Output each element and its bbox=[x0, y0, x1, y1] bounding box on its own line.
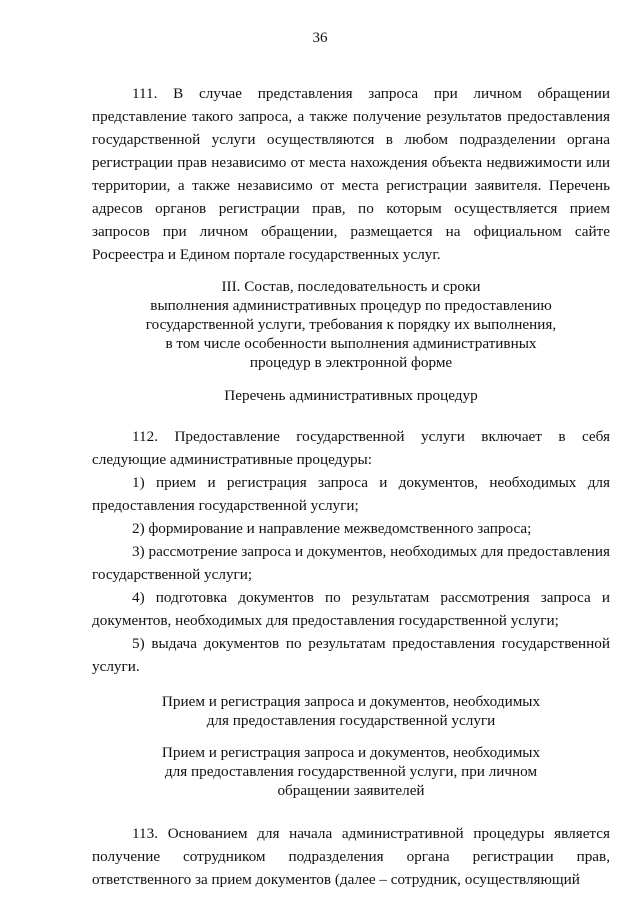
section-heading bbox=[92, 277, 610, 372]
section-heading-line: в том числе особенности выполнения административных bbox=[165, 335, 537, 352]
section-heading-line: процедур в электронной форме bbox=[249, 354, 453, 371]
procedure-item: 1) прием и регистрация запроса и документов, необходимых для предоставления государственной услуги; bbox=[92, 474, 610, 514]
page-number: 36 bbox=[312, 30, 328, 46]
section-heading-line: III. Состав, последовательность и сроки bbox=[221, 278, 481, 295]
paragraph-112: 112. Предоставление государственной услуги включает в себя следующие административные процедуры: bbox=[92, 428, 610, 468]
paragraph-113: 113. Основанием для начала административной процедуры является получение сотрудником подразделения органа регистрации прав, ответственного за прием документов (далее – сотрудник, осуществляющий bbox=[92, 825, 610, 888]
section-heading-line: государственной услуги, требования к порядку их выполнения, bbox=[145, 316, 557, 333]
list-heading: Перечень административных процедур bbox=[224, 387, 478, 404]
section-heading-line: выполнения административных процедур по предоставлению bbox=[150, 297, 552, 314]
document-body bbox=[92, 82, 610, 891]
paragraph-111: 111. В случае представления запроса при личном обращении представление такого запроса, а также получение результатов предоставления государственной услуги осуществляются в любом подразделении органа регистрации прав независимо от места нахождения объекта недвижимости или территории, а также независимо от места регистрации заявителя. Перечень адресов органов регистрации прав, по которым осуществляется прием запросов при личном обращении, размещается на официальном сайте Росреестра и Едином портале государственных услуг. bbox=[92, 85, 610, 263]
procedure-item: 3) рассмотрение запроса и документов, необходимых для предоставления государственной услуги; bbox=[92, 543, 610, 583]
procedure-item: 5) выдача документов по результатам предоставления государственной услуги. bbox=[92, 635, 610, 675]
subsection-heading-line: Прием и регистрация запроса и документов, необходимых bbox=[161, 693, 541, 710]
subsection-heading bbox=[92, 743, 610, 800]
procedure-item: 2) формирование и направление межведомственного запроса; bbox=[132, 520, 532, 537]
subsection-heading-line: Прием и регистрация запроса и документов, необходимых bbox=[161, 744, 541, 761]
subsection-heading bbox=[92, 692, 610, 730]
procedure-item: 4) подготовка документов по результатам рассмотрения запроса и документов, необходимых для предоставления государственной услуги; bbox=[92, 589, 610, 629]
subsection-heading-line: обращении заявителей bbox=[277, 782, 425, 799]
subsection-heading-line: для предоставления государственной услуги bbox=[206, 712, 496, 729]
subsection-heading-line: для предоставления государственной услуги, при личном bbox=[164, 763, 538, 780]
